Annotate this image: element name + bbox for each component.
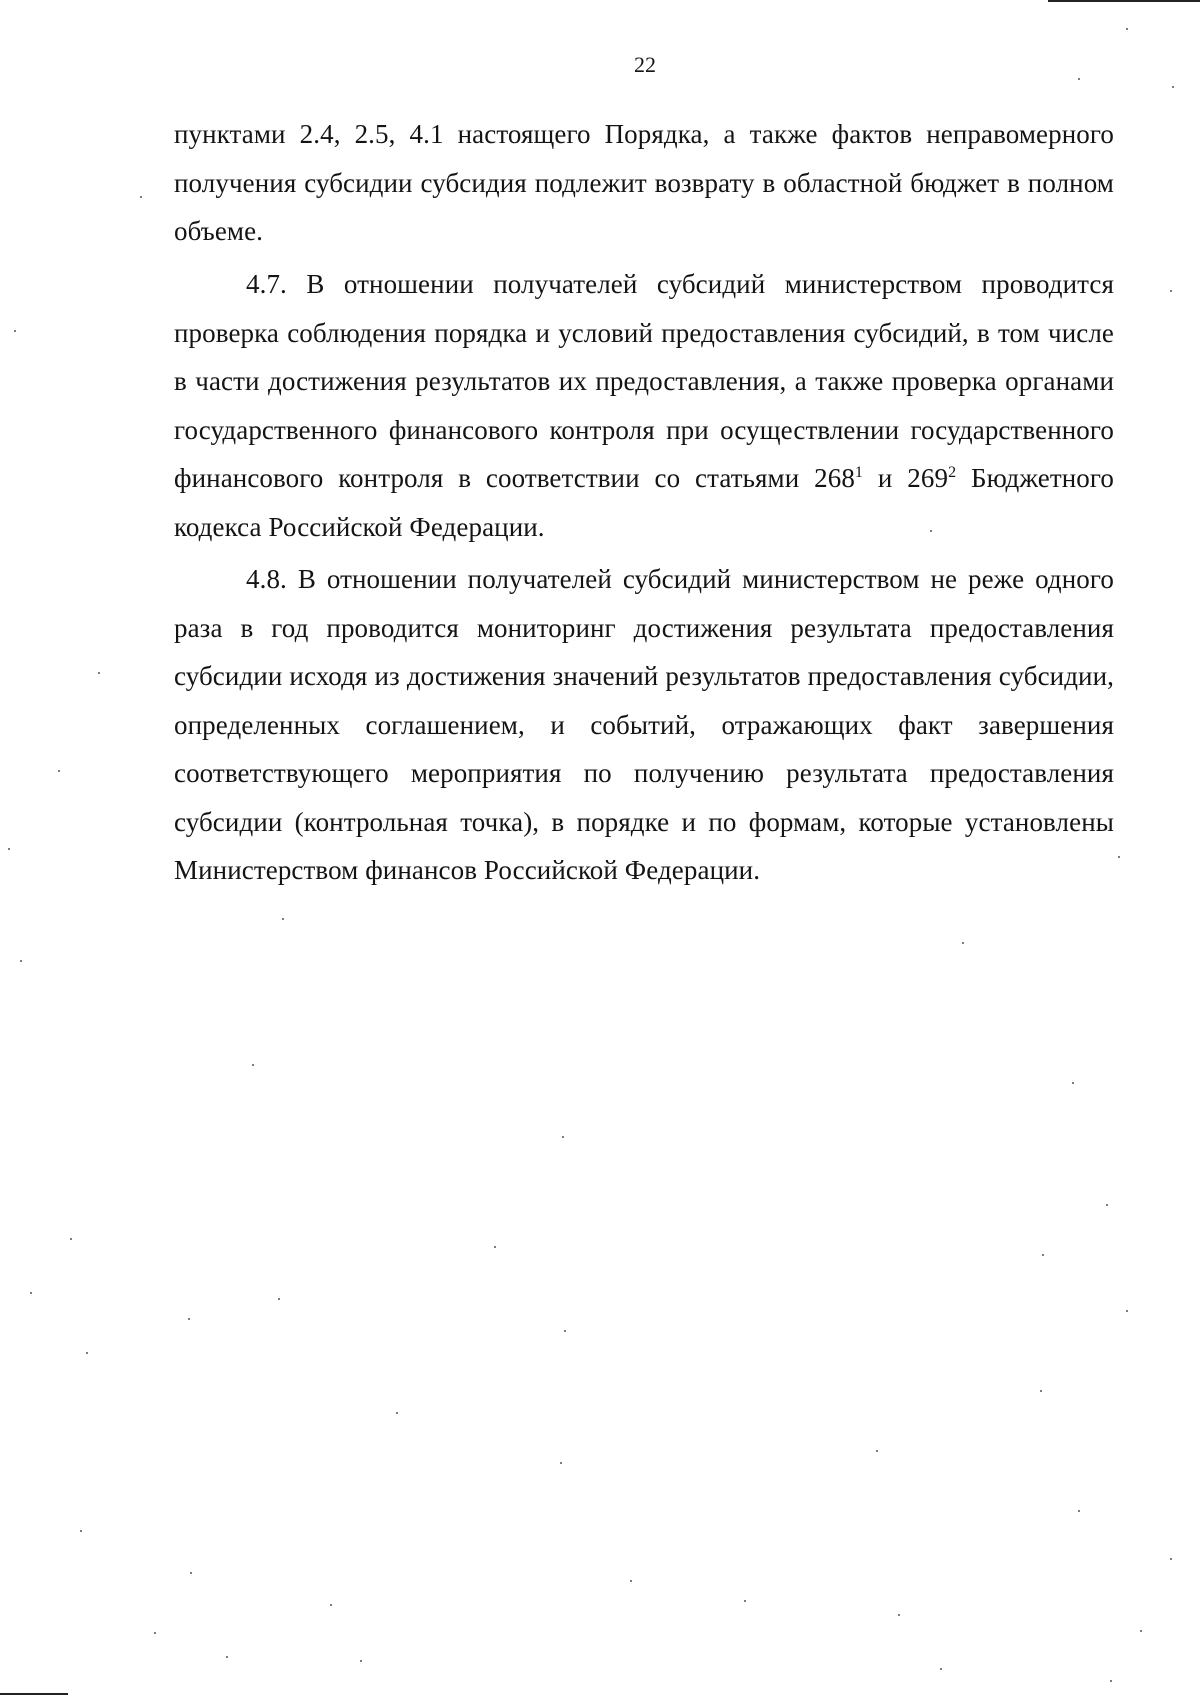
- speck: [1170, 1558, 1172, 1560]
- speck: [98, 672, 100, 674]
- speck: [1040, 1390, 1042, 1392]
- speck: [1072, 1082, 1074, 1084]
- speck: [1118, 856, 1120, 858]
- speck: [494, 1246, 496, 1248]
- speck: [1126, 28, 1128, 30]
- speck: [282, 918, 284, 920]
- speck: [560, 1462, 562, 1464]
- speck: [876, 1450, 878, 1452]
- speck: [930, 530, 932, 532]
- speck: [58, 770, 60, 772]
- speck: [252, 1064, 254, 1066]
- speck: [188, 1318, 190, 1320]
- speck: [562, 1136, 564, 1138]
- paragraph-4-7-text-between: и 269: [863, 463, 949, 493]
- speck: [564, 1330, 566, 1332]
- speck: [396, 1412, 398, 1414]
- speck: [1110, 1680, 1112, 1682]
- speck: [70, 1238, 72, 1240]
- speck: [8, 848, 10, 850]
- speck: [190, 1572, 192, 1574]
- speck: [226, 1656, 228, 1658]
- speck: [330, 1604, 332, 1606]
- speck: [1170, 290, 1172, 292]
- speck: [1140, 1630, 1142, 1632]
- speck: [898, 1614, 900, 1616]
- speck: [744, 1600, 746, 1602]
- speck: [154, 1632, 156, 1634]
- speck: [1106, 1204, 1108, 1206]
- scan-edge-line-bottom: [0, 1693, 68, 1695]
- paragraph-4-7: [174, 260, 1114, 551]
- scan-edge-line-top: [1048, 0, 1200, 2]
- speck: [20, 960, 22, 962]
- speck: [630, 1580, 632, 1582]
- speck: [14, 330, 16, 332]
- speck: [1078, 78, 1080, 80]
- speck: [30, 1292, 32, 1294]
- paragraph-continuation: пунктами 2.4, 2.5, 4.1 настоящего Порядка, а также фактов неправомерного получения субсидии субсидия подлежит возврату в областной бюджет в полном объеме.: [174, 119, 1114, 246]
- speck: [1042, 1254, 1044, 1256]
- paragraph-4-7-text: 4.7. В отношении получателей субсидий министерством проводится проверка соблюдения порядка и условий предоставления субсидий, в том числе в части достижения результатов их предоставления, а также проверка органами государственного финансового контроля при осуществлении государственного финансового контроля в соответствии со статьями 268: [174, 269, 1114, 493]
- speck: [140, 196, 142, 198]
- speck: [962, 942, 964, 944]
- superscript-2: 2: [948, 464, 957, 481]
- paragraph-4-7-text-end: Бюджетного кодекса Российской Федерации.: [174, 463, 1114, 542]
- speck: [1078, 1510, 1080, 1512]
- speck: [940, 1668, 942, 1670]
- speck: [1126, 1310, 1128, 1312]
- speck: [278, 1298, 280, 1300]
- speck: [1172, 86, 1174, 88]
- page-number: 22: [634, 52, 656, 77]
- speck: [80, 1530, 82, 1532]
- superscript-1: 1: [854, 464, 864, 481]
- speck: [360, 1660, 362, 1662]
- paragraph-4-8: 4.8. В отношении получателей субсидий министерством не реже одного раза в год проводится мониторинг достижения результата предоставления субсидии исходя из достижения значений результатов предоставления субсидии, определенных соглашением, и событий, отражающих факт завершения соответствующего мероприятия по получению результата предоставления субсидии (контрольная точка), в порядке и по формам, которые установлены Министерством финансов Российской Федерации.: [174, 564, 1114, 885]
- speck: [86, 1352, 88, 1354]
